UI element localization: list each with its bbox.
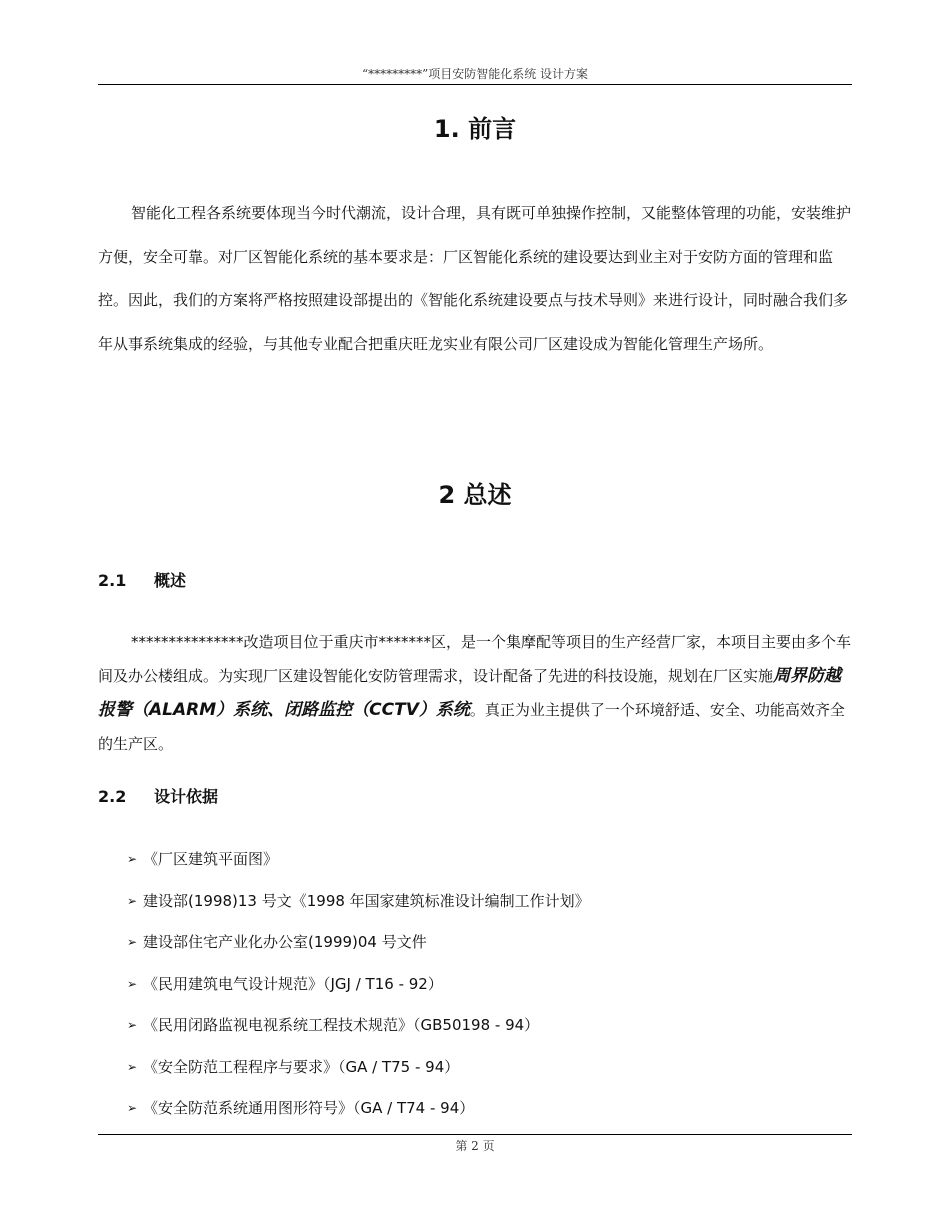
page-number: 第 2 页 <box>455 1139 495 1153</box>
overview-text-before: ***************改造项目位于重庆市*******区，是一个集摩配等项目的生产经营厂家，本项目主要由多个车间及办公楼组成。为实现厂区建设智能化安防管理需求，设计配备了先进的科技设施，规划在厂区实施 <box>98 633 852 685</box>
section-heading-preface: 1. 前言 <box>433 115 517 143</box>
list-item: ➢ 《民用建筑电气设计规范》（JGJ / T16 - 92） <box>127 974 443 993</box>
arrowhead-bullet-icon: ➢ <box>127 1018 138 1032</box>
list-item: ➢ 建设部住宅产业化办公室(1999)04 号文件 <box>127 933 427 951</box>
list-item: ➢ 《安全防范系统通用图形符号》（GA / T74 - 94） <box>127 1099 475 1117</box>
arrowhead-bullet-icon: ➢ <box>127 935 138 949</box>
footer-divider <box>98 1134 852 1135</box>
arrowhead-bullet-icon: ➢ <box>127 1059 138 1074</box>
arrowhead-bullet-icon: ➢ <box>127 852 138 866</box>
design-basis-list <box>127 848 590 1139</box>
arrowhead-bullet-icon: ➢ <box>127 976 138 991</box>
subsection-heading-design-basis <box>98 786 218 808</box>
header-divider <box>98 84 852 85</box>
subsection-number: 2.1 <box>98 571 127 590</box>
list-item: ➢ 建设部(1998)13 号文《1998 年国家建筑标准设计编制工作计划》 <box>127 891 590 910</box>
subsection-number: 2.2 <box>98 787 127 806</box>
subsection-title: 设计依据 <box>154 787 219 806</box>
section-heading-overview: 2 总述 <box>438 481 512 509</box>
overview-text-after: 。真正为业主提供了一个环境舒适、安全、功能高效齐全的生产区。 <box>98 701 845 753</box>
list-item: ➢ 《民用闭路监视电视系统工程技术规范》（GB50198 - 94） <box>127 1016 540 1034</box>
subsection-title: 概述 <box>154 571 187 590</box>
list-item: ➢ 《安全防范工程程序与要求》（GA / T75 - 94） <box>127 1057 460 1076</box>
page-header: “*********”项目安防智能化系统 设计方案 <box>361 67 589 81</box>
preface-paragraph: 智能化工程各系统要体现当今时代潮流，设计合理，具有既可单独操作控制，又能整体管理的功能，安装维护方便，安全可靠。对厂区智能化系统的基本要求是：厂区智能化系统的建设要达到业主对于安防方面的管理和监控。因此，我们的方案将严格按照建设部提出的《智能化系统建设要点与技术导则》来进行设计，同时融合我们多年从事系统集成的经验，与其他专业配合把重庆旺龙实业有限公司厂区建设成为智能化管理生产场所。 <box>98 204 852 353</box>
overview-emphasis: 周界防越报警（ALARM）系统、闭路监控（CCTV）系统 <box>98 666 842 720</box>
overview-paragraph <box>98 625 856 761</box>
arrowhead-bullet-icon: ➢ <box>127 893 138 908</box>
arrowhead-bullet-icon: ➢ <box>127 1101 138 1115</box>
list-item: ➢ 《厂区建筑平面图》 <box>127 850 279 868</box>
subsection-heading-overview <box>98 570 186 592</box>
